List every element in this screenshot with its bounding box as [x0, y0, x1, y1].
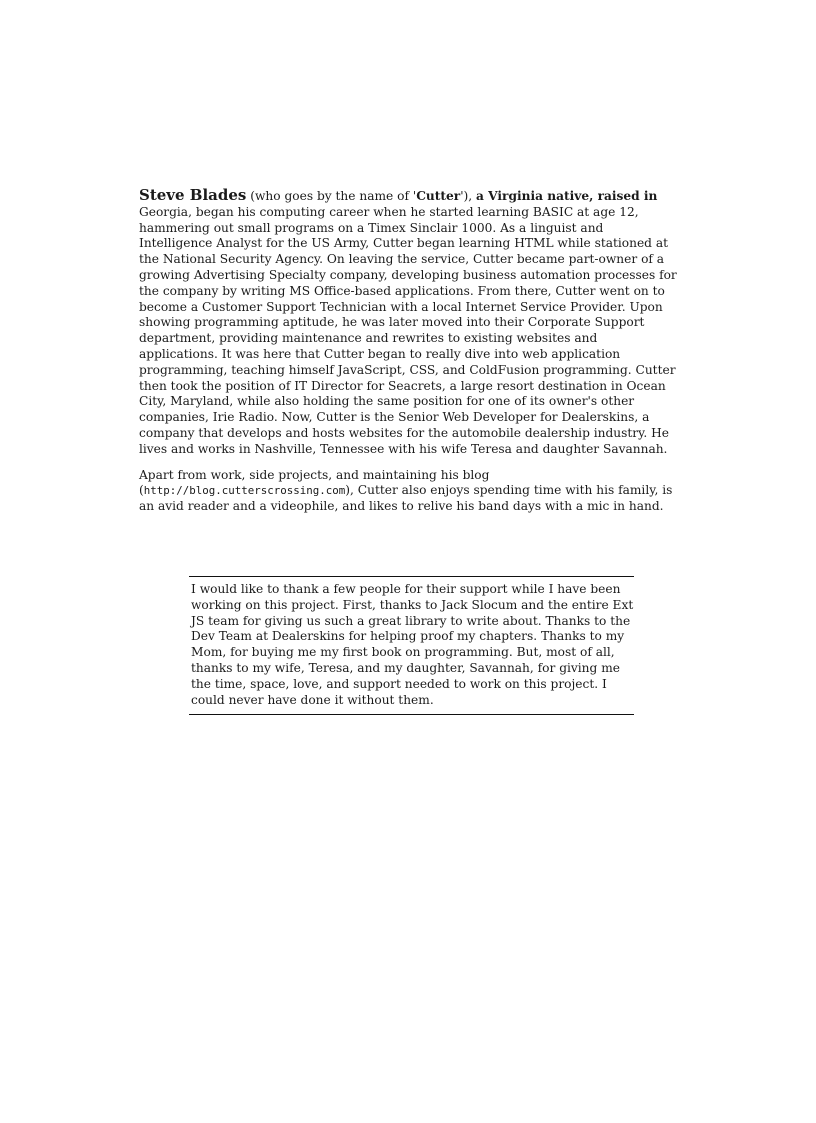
author-bio — [139, 188, 679, 525]
bio-text: ), Cutter also enjoys spending time with his family, is an avid reader and a videophile, and likes to relive his band days with a mic in hand. — [139, 483, 673, 514]
bio-text: Apart from work, side projects, and maintaining his blog ( — [139, 467, 490, 498]
bio-text: '), — [460, 189, 477, 203]
acknowledgement-text: I would like to thank a few people for their support while I have been working on this project. First, thanks to Jack Slocum and the entire Ext JS team for giving us such a great library to write about. Thanks to the Dev Team at Dealerskins for helping proof my chapters. Thanks to my Mom, for buying me my first book on programming. But, most of all, thanks to my wife, Teresa, and my daughter, Savannah, for giving me the time, space, love, and support needed to work on this project. I could never have done it without them. — [191, 582, 634, 707]
bio-highlight: a Virginia native, raised in — [476, 189, 658, 203]
acknowledgement-box — [189, 576, 634, 715]
bio-text: (who goes by the name of ' — [246, 189, 417, 203]
author-name: Steve Blades — [139, 186, 247, 204]
blog-url: http://blog.cutterscrossing.com — [143, 484, 346, 498]
bio-paragraph-1 — [139, 188, 679, 458]
bio-paragraph-2 — [139, 468, 679, 515]
author-nickname: Cutter — [416, 189, 461, 203]
bio-text: Georgia, began his computing career when he started learning BASIC at age 12, hammering out small programs on a Timex Sinclair 1000. As a linguist and Intelligence Analyst for the US Army, Cutter began learning HTML while stationed at the National Security Agency. On leaving the service, Cutter became part-owner of a growing Advertising Specialty company, developing business automation processes for the company by writing MS Office-based applications. From there, Cutter went on to become a Customer Support Technician with a local Internet Service Provider. Upon showing programming aptitude, he was later moved into their Corporate Support department, providing maintenance and rewrites to existing websites and applications. It was here that Cutter began to really dive into web application programming, teaching himself JavaScript, CSS, and ColdFusion programming. Cutter then took the position of IT Director for Seacrets, a large resort destination in Ocean City, Maryland, while also holding the same position for one of its owner's other companies, Irie Radio. Now, Cutter is the Senior Web Developer for Dealerskins, a company that develops and hosts websites for the automobile dealership industry. He lives and works in Nashville, Tennessee with his wife Teresa and daughter Savannah. — [139, 204, 677, 456]
